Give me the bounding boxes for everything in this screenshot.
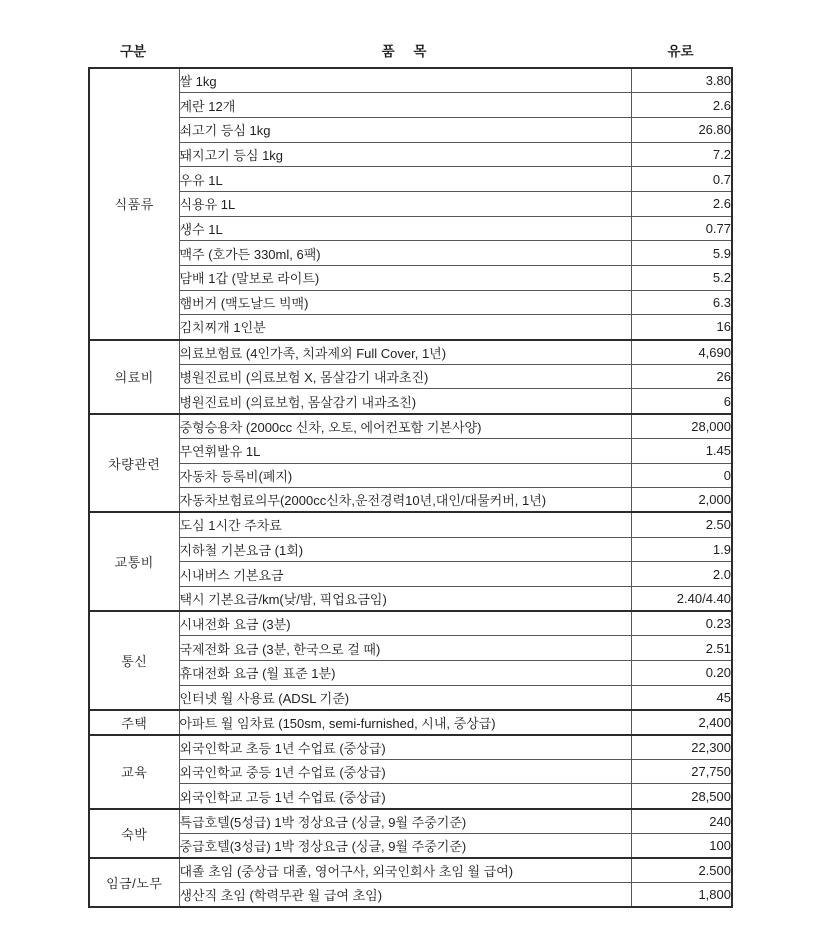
category-cell: 식품류	[89, 68, 179, 340]
category-cell: 의료비	[89, 340, 179, 414]
price-cell: 2.40/4.40	[631, 586, 732, 611]
price-cell: 0.23	[631, 611, 732, 636]
item-cell: 맥주 (호가든 330ml, 6팩)	[179, 241, 631, 266]
price-cell: 28,000	[631, 414, 732, 439]
item-cell: 외국인학교 중등 1년 수업료 (중상급)	[179, 759, 631, 784]
table-row	[89, 611, 732, 636]
price-cell: 0.20	[631, 661, 732, 686]
category-cell: 통신	[89, 611, 179, 710]
price-cell: 16	[631, 315, 732, 340]
item-cell: 택시 기본요금/km(낮/밤, 픽업요금임)	[179, 586, 631, 611]
item-cell: 무연휘발유 1L	[179, 438, 631, 463]
item-cell: 병원진료비 (의료보험, 몸살감기 내과조친)	[179, 389, 631, 414]
table-row	[89, 661, 732, 686]
item-cell: 쌀 1kg	[179, 68, 631, 93]
item-cell: 햄버거 (맥도날드 빅맥)	[179, 290, 631, 315]
item-cell: 우유 1L	[179, 167, 631, 192]
table-row	[89, 858, 732, 883]
category-cell: 교육	[89, 735, 179, 809]
item-cell: 시내전화 요금 (3분)	[179, 611, 631, 636]
column-header-category: 구분	[119, 44, 147, 59]
table-row	[89, 315, 732, 340]
price-cell: 45	[631, 685, 732, 710]
table-row	[89, 266, 732, 291]
item-cell: 의료보험료 (4인가족, 치과제외 Full Cover, 1년)	[179, 340, 631, 365]
table-row	[89, 414, 732, 439]
table-row	[89, 167, 732, 192]
category-cell: 임금/노무	[89, 858, 179, 907]
item-cell: 인터넷 월 사용료 (ADSL 기준)	[179, 685, 631, 710]
table-row	[89, 562, 732, 587]
price-cell: 1,800	[631, 883, 732, 908]
item-cell: 외국인학교 초등 1년 수업료 (중상급)	[179, 735, 631, 760]
table-row	[89, 364, 732, 389]
item-cell: 국제전화 요금 (3분, 한국으로 걸 때)	[179, 636, 631, 661]
item-cell: 자동차 등록비(폐지)	[179, 463, 631, 488]
column-header-euro: 유로	[667, 44, 694, 59]
column-header-item: 품 목	[381, 44, 427, 59]
item-cell: 자동차보험료의무(2000cc신차,운전경력10년,대인/대물커버, 1년)	[179, 488, 631, 513]
table-column-headers	[88, 43, 731, 60]
price-cell: 2.50	[631, 512, 732, 537]
table-row	[89, 883, 732, 908]
price-cell: 26.80	[631, 117, 732, 142]
table-row	[89, 340, 732, 365]
table-row	[89, 68, 732, 93]
price-cell: 2,000	[631, 488, 732, 513]
table-row	[89, 117, 732, 142]
item-cell: 외국인학교 고등 1년 수업료 (중상급)	[179, 784, 631, 809]
price-cell: 1.45	[631, 438, 732, 463]
table-row	[89, 735, 732, 760]
table-row	[89, 216, 732, 241]
table-row	[89, 759, 732, 784]
item-cell: 돼지고기 등심 1kg	[179, 142, 631, 167]
table-row	[89, 537, 732, 562]
price-cell: 22,300	[631, 735, 732, 760]
price-cell: 240	[631, 809, 732, 834]
price-cell: 28,500	[631, 784, 732, 809]
item-cell: 특급호텔(5성급) 1박 정상요금 (싱글, 9월 주중기준)	[179, 809, 631, 834]
table-row	[89, 636, 732, 661]
table-row	[89, 438, 732, 463]
item-cell: 중급호텔(3성급) 1박 정상요금 (싱글, 9월 주중기준)	[179, 833, 631, 858]
price-cell: 1.9	[631, 537, 732, 562]
table-row	[89, 586, 732, 611]
price-cell: 2.0	[631, 562, 732, 587]
table-row	[89, 93, 732, 118]
price-cell: 3.80	[631, 68, 732, 93]
table-row	[89, 512, 732, 537]
item-cell: 병원진료비 (의료보험 X, 몸살감기 내과초진)	[179, 364, 631, 389]
price-cell: 0.77	[631, 216, 732, 241]
table-row	[89, 710, 732, 735]
item-cell: 대졸 초임 (중상급 대졸, 영어구사, 외국인회사 초임 월 급여)	[179, 858, 631, 883]
category-cell: 주택	[89, 710, 179, 735]
item-cell: 생산직 초임 (학력무관 월 급여 초임)	[179, 883, 631, 908]
item-cell: 김치찌개 1인분	[179, 315, 631, 340]
table-row	[89, 241, 732, 266]
price-cell: 100	[631, 833, 732, 858]
price-table-body	[89, 68, 732, 907]
price-cell: 5.2	[631, 266, 732, 291]
price-cell: 0.7	[631, 167, 732, 192]
item-cell: 시내버스 기본요금	[179, 562, 631, 587]
price-cell: 2.6	[631, 93, 732, 118]
item-cell: 담배 1갑 (말보로 라이트)	[179, 266, 631, 291]
table-row	[89, 488, 732, 513]
item-cell: 휴대전화 요금 (월 표준 1분)	[179, 661, 631, 686]
price-cell: 2.51	[631, 636, 732, 661]
table-row	[89, 809, 732, 834]
price-cell: 6.3	[631, 290, 732, 315]
table-row	[89, 784, 732, 809]
table-row	[89, 389, 732, 414]
table-row	[89, 833, 732, 858]
item-cell: 도심 1시간 주차료	[179, 512, 631, 537]
item-cell: 식용유 1L	[179, 191, 631, 216]
price-cell: 2.500	[631, 858, 732, 883]
price-cell: 27,750	[631, 759, 732, 784]
item-cell: 계란 12개	[179, 93, 631, 118]
item-cell: 아파트 월 임차료 (150sm, semi-furnished, 시내, 중상급)	[179, 710, 631, 735]
category-cell: 숙박	[89, 809, 179, 858]
price-cell: 2.6	[631, 191, 732, 216]
table-row	[89, 142, 732, 167]
item-cell: 지하철 기본요금 (1회)	[179, 537, 631, 562]
item-cell: 중형승용차 (2000cc 신차, 오토, 에어컨포함 기본사양)	[179, 414, 631, 439]
table-row	[89, 191, 732, 216]
category-cell: 교통비	[89, 512, 179, 611]
price-cell: 5.9	[631, 241, 732, 266]
price-cell: 0	[631, 463, 732, 488]
item-cell: 쇠고기 등심 1kg	[179, 117, 631, 142]
price-cell: 2,400	[631, 710, 732, 735]
price-cell: 26	[631, 364, 732, 389]
price-cell: 6	[631, 389, 732, 414]
category-cell: 차량관련	[89, 414, 179, 513]
table-row	[89, 685, 732, 710]
item-cell: 생수 1L	[179, 216, 631, 241]
price-cell: 7.2	[631, 142, 732, 167]
price-table	[88, 67, 733, 908]
table-row	[89, 463, 732, 488]
table-row	[89, 290, 732, 315]
price-cell: 4,690	[631, 340, 732, 365]
